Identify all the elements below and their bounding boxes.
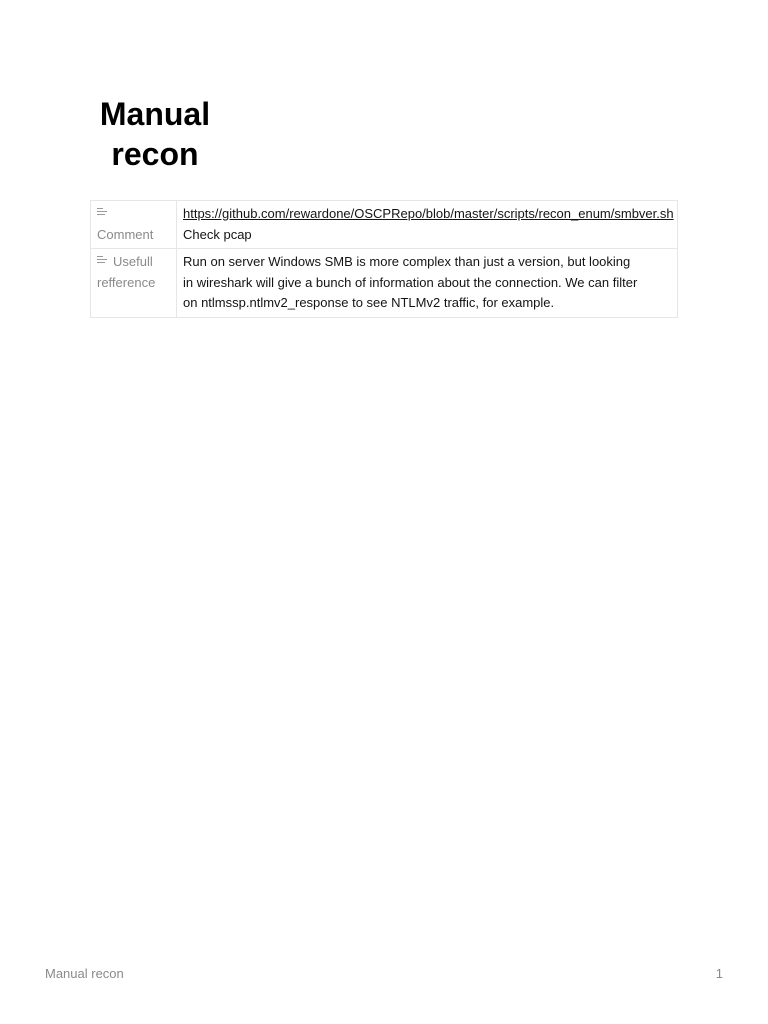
text-lines-icon bbox=[97, 208, 108, 217]
property-row-comment bbox=[91, 201, 678, 249]
page-title-line-2: recon bbox=[111, 136, 199, 172]
reference-text-line: Run on server Windows SMB is more complex than just a version, but looking bbox=[183, 254, 631, 269]
property-name-comment: Comment bbox=[97, 226, 154, 242]
footer-page-number: 1 bbox=[715, 966, 723, 981]
smbver-script-link[interactable]: https://github.com/rewardone/OSCPRepo/blob/master/scripts/recon_enum/smbver.sh bbox=[183, 206, 674, 221]
property-value-cell bbox=[177, 201, 678, 249]
footer-document-title: Manual recon bbox=[45, 966, 124, 981]
comment-value: Check pcap bbox=[183, 226, 252, 242]
property-value-cell bbox=[177, 249, 678, 318]
property-row-usefull-refference bbox=[91, 249, 678, 318]
property-name-cell bbox=[91, 201, 177, 249]
property-name-cell bbox=[91, 249, 177, 318]
reference-text-line: in wireshark will give a bunch of information about the connection. We can filter bbox=[183, 274, 638, 290]
page-title-line-1: Manual bbox=[99, 96, 211, 132]
property-name-usefull: Usefull bbox=[113, 254, 153, 269]
text-lines-icon bbox=[97, 256, 108, 265]
property-name-refference: refference bbox=[97, 274, 156, 290]
reference-text-line: on ntlmssp.ntlmv2_response to see NTLMv2 traffic, for example. bbox=[183, 295, 555, 310]
page-title bbox=[90, 94, 220, 174]
properties-table bbox=[90, 200, 678, 318]
